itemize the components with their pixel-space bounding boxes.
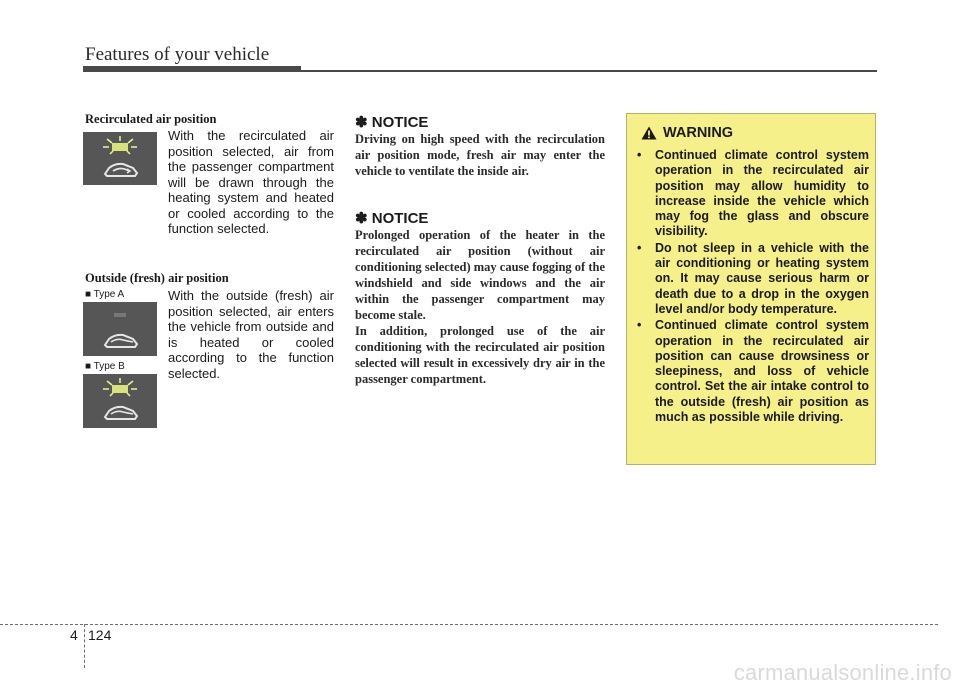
footer-dashed-divider bbox=[84, 624, 85, 668]
type-a-button-photo bbox=[83, 302, 157, 356]
notice-1-paragraph: Driving on high speed with the recirculation air position mode, fresh air may enter the vehicle to ventilate the inside air. bbox=[355, 132, 605, 178]
car-recirculate-icon bbox=[83, 132, 157, 185]
header-rule-thick bbox=[83, 66, 301, 72]
notice-2-paragraph-1: Prolonged operation of the heater in the recirculated air position (without air conditioning selected) may cause fogging of the windshield and side windows and the air within the passenger compartment may become stale. bbox=[355, 228, 605, 322]
warning-title: WARNING bbox=[663, 125, 734, 141]
warning-item: • Do not sleep in a vehicle with the air conditioning or heating system on. It may cause serious harm or death due to a drop in the oxygen level and/or body temperature. bbox=[637, 241, 869, 317]
warning-triangle-icon bbox=[641, 126, 657, 140]
footer-chapter-number: 4 bbox=[70, 627, 78, 643]
warning-item: • Continued climate control system operation in the recirculated air position can cause drowsiness or sleepiness, and loss of vehicle control. Set the air intake control to the outside (fresh) air position as much as possible while driving. bbox=[637, 318, 869, 425]
recirculated-button-photo bbox=[83, 132, 157, 185]
header-rule-thin bbox=[301, 70, 877, 72]
footer-dashed-rule bbox=[0, 624, 938, 625]
notice-1-body bbox=[355, 131, 605, 179]
warning-item: • Continued climate control system operation in the recirculated air position may allow humidity to increase inside the vehicle which may fog the glass and obscure visibility. bbox=[637, 148, 869, 240]
watermark: carmanualsonline.info bbox=[733, 660, 952, 685]
warning-box bbox=[626, 113, 876, 465]
page-header-title: Features of your vehicle bbox=[85, 44, 270, 65]
warning-list bbox=[637, 148, 869, 426]
recirculated-text: With the recirculated air position selected, air from the passenger compartment will be drawn through the heating system and heated or cooled according to the function selected. bbox=[168, 128, 334, 236]
footer-page-number: 124 bbox=[88, 627, 112, 643]
notice-2-title: ✽ NOTICE bbox=[355, 210, 429, 227]
notice-2-paragraph-2: In addition, prolonged use of the air conditioning with the recirculated air position selected will result in excessively dry air in the passenger compartment. bbox=[355, 324, 605, 386]
notice-1-title: ✽ NOTICE bbox=[355, 114, 429, 131]
warning-header bbox=[641, 125, 733, 141]
type-b-label: ■ Type B bbox=[85, 361, 125, 372]
outside-text: With the outside (fresh) air position selected, air enters the vehicle from outside and is heated or cooled according to the function selected. bbox=[168, 288, 334, 381]
type-a-label: ■ Type A bbox=[85, 289, 125, 300]
outside-heading: Outside (fresh) air position bbox=[85, 271, 229, 285]
type-b-button-photo bbox=[83, 374, 157, 428]
notice-2-body bbox=[355, 227, 605, 387]
car-fresh-air-icon bbox=[83, 302, 157, 356]
car-fresh-air-icon bbox=[83, 374, 157, 428]
recirculated-heading: Recirculated air position bbox=[85, 112, 217, 126]
